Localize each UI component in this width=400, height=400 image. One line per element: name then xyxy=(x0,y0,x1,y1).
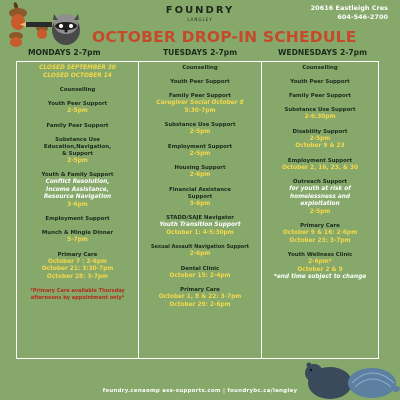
service-time: 2-5pm xyxy=(189,150,211,157)
service-time: 2-6pm* xyxy=(308,259,332,265)
wednesday-header: WEDNESDAYS 2-7pm xyxy=(278,48,368,57)
service-detail: for youth at risk of xyxy=(289,186,351,192)
primary-care-note: *Primary Care available Thursday xyxy=(30,288,125,294)
service-name: Primary Care xyxy=(57,251,98,258)
service-name: Education,Navigation, xyxy=(43,143,112,150)
service-detail: Caregiver Social October 8 xyxy=(156,100,244,106)
service-name: Substance Use Support xyxy=(164,122,236,128)
service-time: October 1, 8 & 22: 3-7pm xyxy=(158,294,242,300)
service-name: Family Peer Support xyxy=(169,93,231,99)
service-time: 2-5pm xyxy=(309,208,331,215)
service-time: October 15: 2-4pm xyxy=(169,272,231,279)
service-time: October 2, 16, 23, & 30 xyxy=(281,164,359,171)
service-name: Youth Peer Support xyxy=(290,79,350,85)
service-name: Employment Support xyxy=(167,143,233,150)
service-time: October 7 : 2-6pm xyxy=(47,258,108,265)
tuesday-header: TUESDAYS 2-7pm xyxy=(163,48,238,57)
monday-header: MONDAYS 2-7pm xyxy=(28,48,101,57)
wednesday-column xyxy=(262,65,378,282)
service-time: 2-6:30pm xyxy=(304,114,336,120)
service-time: 2-5pm xyxy=(67,108,88,114)
service-name: Employment Support xyxy=(45,216,110,222)
service-name: Counselling xyxy=(59,87,96,93)
service-time: October 28: 3-7pm xyxy=(46,273,109,280)
service-name: Housing Support xyxy=(174,165,226,171)
service-time: 2-5pm xyxy=(67,157,88,164)
service-name: Disability Support xyxy=(292,128,348,135)
service-name: Dental Clinic xyxy=(180,265,220,272)
pencil-icon xyxy=(20,22,52,27)
closed-note: CLOSED SEPTEMBER 30 xyxy=(39,65,116,71)
service-name: STADD/SAJE Navigator xyxy=(166,215,234,221)
service-name: Outreach Support xyxy=(292,179,348,185)
address-line: 20616 Eastleigh Cres xyxy=(310,4,388,12)
brand-location: LANGLEY xyxy=(187,17,213,22)
service-detail: Conflict Resolution, xyxy=(45,179,110,185)
primary-care-note: afternoons by appointment only* xyxy=(30,294,125,301)
service-time: October 2 & 9 xyxy=(297,266,343,273)
service-detail: Income Assistance, xyxy=(46,186,109,193)
service-name: Substance Use Support xyxy=(284,107,356,113)
brand-name: FOUNDRY xyxy=(165,5,235,16)
service-time: 5-7pm xyxy=(67,237,88,243)
acorn-icon-2 xyxy=(9,32,23,47)
service-name: Youth Peer Support xyxy=(47,101,108,107)
service-time: October 1: 4-5:30pm xyxy=(166,229,234,236)
service-name: Support xyxy=(187,193,213,200)
service-name: Employment Support xyxy=(287,157,353,164)
service-time: 2-5pm xyxy=(189,129,211,135)
service-time: 3-6pm xyxy=(67,201,88,208)
service-detail: Resource Navigation xyxy=(43,194,112,200)
monday-column xyxy=(17,65,138,301)
footer-links: foundry.cenaomp ass-supports.com | foundrybc.ca/langley xyxy=(102,388,298,394)
service-detail: homelessness and xyxy=(289,193,351,200)
column-headers xyxy=(20,48,385,60)
page-title: OCTOBER DROP-IN SCHEDULE xyxy=(92,28,357,46)
service-time: October 23: 3-7pm xyxy=(289,237,351,244)
service-name: Youth Wellness Clinic xyxy=(287,252,353,258)
service-time: October 21: 3:30-7pm xyxy=(41,266,114,272)
phone-number: 604-546-2700 xyxy=(337,13,388,21)
service-time: 5:30-7pm xyxy=(184,107,216,114)
service-time: October 29: 2-6pm xyxy=(169,301,231,308)
schedule-grid xyxy=(16,61,379,359)
service-name: Primary Care xyxy=(180,287,220,293)
service-name: Substance Use xyxy=(55,136,100,143)
service-time: October 9 & 16: 2-6pm xyxy=(282,230,358,236)
service-name: Munch & Mingle Dinner xyxy=(41,230,114,236)
service-time: 3-6pm xyxy=(189,200,211,207)
service-name: Counselling xyxy=(302,65,338,71)
service-name: Youth & Family Support xyxy=(41,172,114,178)
service-name: Counselling xyxy=(182,65,218,71)
service-name: & Support xyxy=(62,150,93,157)
service-name: Sexual Assault Navigation Support xyxy=(150,244,250,250)
service-time: 2-5pm xyxy=(309,135,331,142)
service-name: Financial Assistance xyxy=(169,186,231,193)
service-time: October 9 & 23 xyxy=(295,143,345,149)
service-detail: *end time subject to change xyxy=(273,274,367,280)
address-block xyxy=(311,4,388,22)
acorns-raccoon-illustration xyxy=(2,0,92,48)
service-time: 2-6pm xyxy=(189,251,211,257)
service-name: Primary Care xyxy=(300,223,340,229)
service-name: Family Peer Support xyxy=(46,122,109,129)
service-time: 2-6pm xyxy=(189,172,211,178)
service-name: Youth Peer Support xyxy=(170,79,230,85)
tuesday-column xyxy=(139,65,261,309)
raccoon-icon xyxy=(52,14,80,45)
service-detail: Youth Transition Support xyxy=(159,222,241,228)
service-detail: exploitation xyxy=(300,201,340,207)
closed-note: CLOSED OCTOBER 14 xyxy=(43,72,112,79)
service-name: Family Peer Support xyxy=(289,93,351,99)
